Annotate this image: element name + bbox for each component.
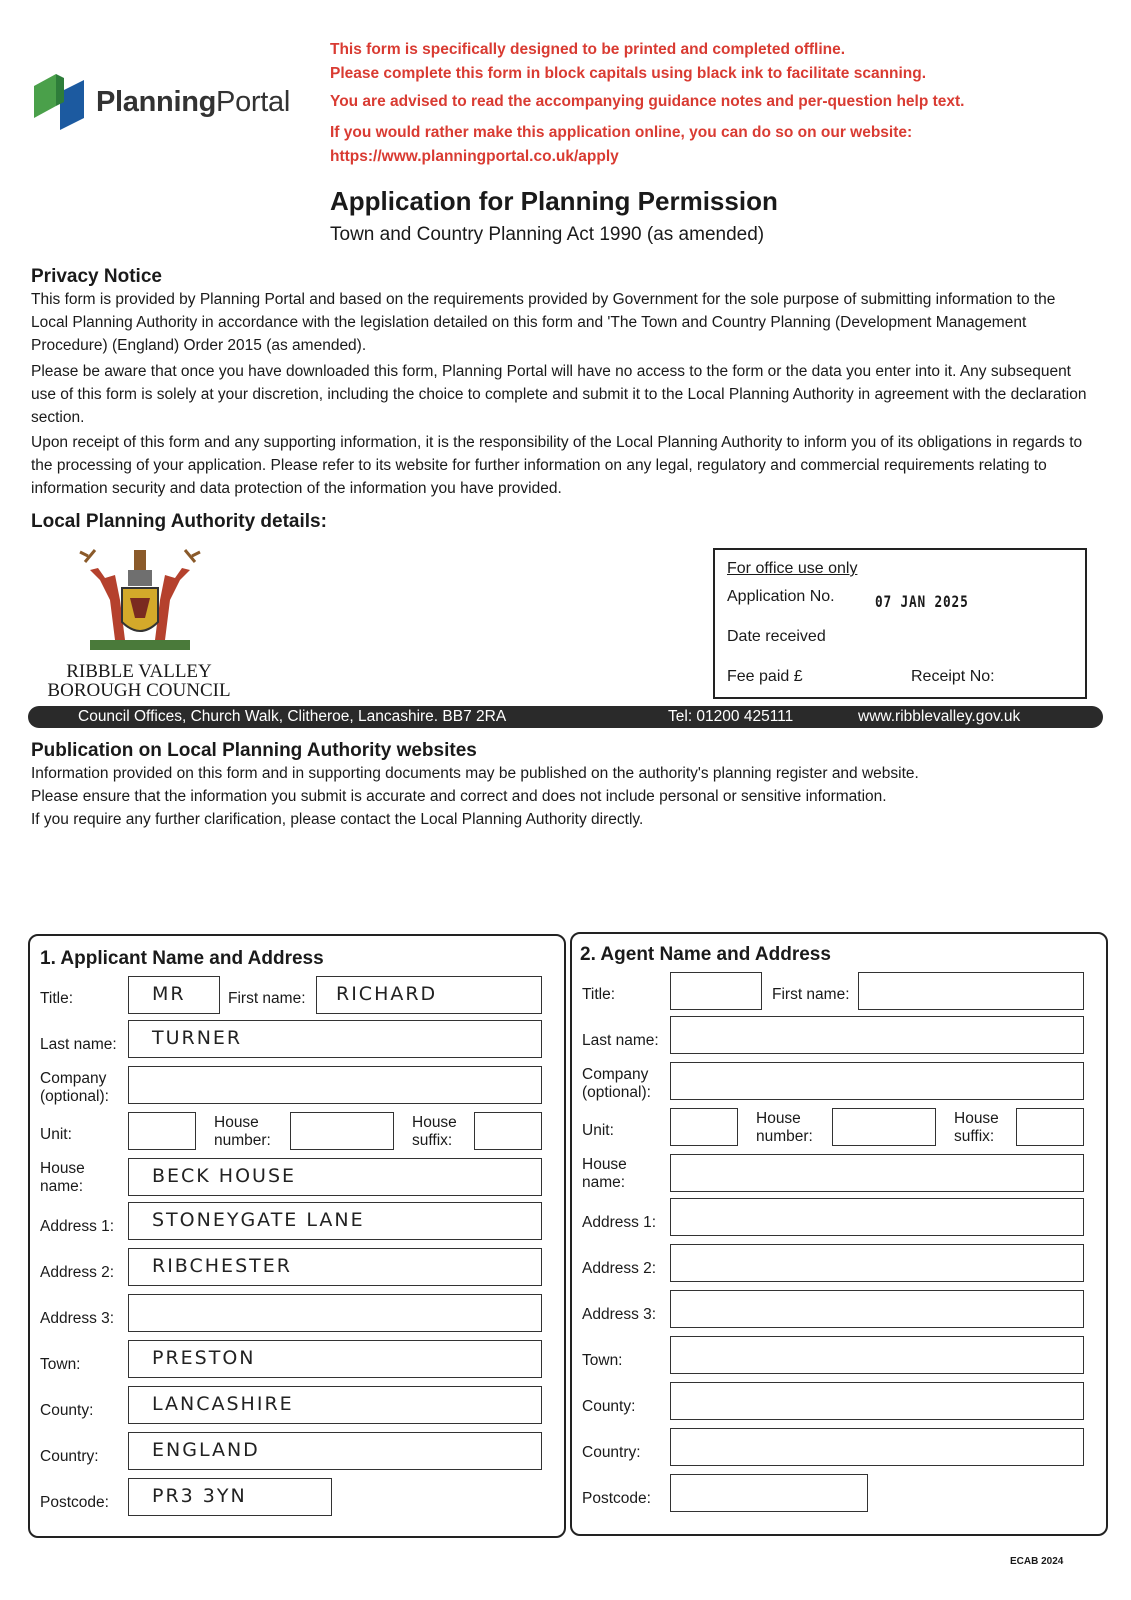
council-address: Council Offices, Church Walk, Clitheroe, Lancashire. BB7 2RA [78, 708, 507, 725]
agent-house-suffix-field[interactable] [1016, 1108, 1084, 1146]
applicant-company-field[interactable] [128, 1066, 542, 1104]
applicant-house-number-field[interactable] [290, 1112, 394, 1150]
postcode-label: Postcode: [40, 1494, 109, 1511]
country-label: Country: [582, 1444, 641, 1461]
town-label: Town: [582, 1352, 623, 1369]
county-label: County: [582, 1398, 636, 1415]
company-label: Company (optional): [40, 1070, 109, 1105]
lpa-heading: Local Planning Authority details: [31, 511, 327, 532]
applicant-town-value: PRESTON [152, 1347, 256, 1369]
planning-portal-logo-icon [30, 72, 90, 138]
first-name-label: First name: [772, 986, 850, 1003]
applicant-house-name-value: BECK HOUSE [152, 1165, 297, 1187]
address3-label: Address 3: [40, 1310, 115, 1327]
house-number-label: House number: [214, 1114, 271, 1149]
applicant-panel [28, 934, 566, 1538]
address3-label: Address 3: [582, 1306, 657, 1323]
agent-unit-field[interactable] [670, 1108, 738, 1146]
applicant-unit-field[interactable] [128, 1112, 196, 1150]
last-name-label: Last name: [582, 1032, 659, 1049]
council-crest-icon [70, 540, 210, 658]
applicant-title-value: MR [152, 983, 186, 1005]
privacy-heading: Privacy Notice [31, 266, 162, 287]
house-number-label: House number: [756, 1110, 813, 1145]
council-name: RIBBLE VALLEY BOROUGH COUNCIL [47, 661, 231, 701]
applicant-heading: 1. Applicant Name and Address [40, 948, 324, 969]
publication-heading: Publication on Local Planning Authority websites [31, 740, 477, 761]
office-use-heading: For office use only [727, 560, 858, 577]
agent-address2-field[interactable] [670, 1244, 1084, 1282]
postcode-label: Postcode: [582, 1490, 651, 1507]
offline-notice: This form is specifically designed to be printed and completed offline. Please complete this form in block capitals using black ink to facilitate scanning. [330, 41, 927, 82]
agent-company-field[interactable] [670, 1062, 1084, 1100]
office-use-box [713, 548, 1087, 699]
house-name-label: House name: [40, 1160, 85, 1195]
address2-label: Address 2: [582, 1260, 657, 1277]
agent-panel [570, 932, 1108, 1536]
address1-label: Address 1: [40, 1218, 115, 1235]
unit-label: Unit: [40, 1126, 72, 1143]
applicant-house-suffix-field[interactable] [474, 1112, 542, 1150]
council-website[interactable]: www.ribblevalley.gov.uk [858, 708, 1021, 725]
applicant-first-name-value: RICHARD [336, 983, 438, 1005]
address1-label: Address 1: [582, 1214, 657, 1231]
form-code: ECAB 2024 [1010, 1556, 1064, 1567]
privacy-paragraph-1: This form is provided by Planning Portal and based on the requirements provided by Government for the sole purpose of submitting information to the Local Planning Authority in accordance with the legislation detailed on this form and 'The Town and Country Planning (Development Management Procedure) (England) Order 2015 (as amended). [31, 291, 1056, 354]
publication-text: Information provided on this form and in supporting documents may be published on the authority's planning register and website. Please ensure that the information you submit is accurate and correct and does not include personal or sensitive information. If you require any further clarification, please contact the Local Planning Authority directly. [31, 765, 919, 828]
agent-country-field[interactable] [670, 1428, 1084, 1466]
county-label: County: [40, 1402, 94, 1419]
privacy-paragraph-3: Upon receipt of this form and any supporting information, it is the responsibility of the Local Planning Authority to inform you of its obligations in regards to the processing of your application. Please refer to its website for further information on any legal, regulatory and commercial requirements relating to information security and data protection of the information you have provided. [31, 434, 1083, 497]
applicant-address3-field[interactable] [128, 1294, 542, 1332]
council-tel: Tel: 01200 425111 [668, 708, 794, 725]
title-label: Title: [40, 990, 74, 1007]
agent-house-number-field[interactable] [832, 1108, 936, 1146]
date-received-label: Date received [727, 628, 826, 645]
agent-postcode-field[interactable] [670, 1474, 868, 1512]
guidance-notice: You are advised to read the accompanying guidance notes and per-question help text. [330, 93, 965, 110]
unit-label: Unit: [582, 1122, 614, 1139]
applicant-last-name-value: TURNER [152, 1027, 243, 1049]
page-title: Application for Planning Permission [330, 186, 778, 216]
page-subtitle: Town and Country Planning Act 1990 (as amended) [330, 224, 765, 245]
online-notice: If you would rather make this application online, you can do so on our website: https://www.planningportal.co.uk/apply [330, 124, 913, 165]
first-name-label: First name: [228, 990, 306, 1007]
town-label: Town: [40, 1356, 81, 1373]
agent-address3-field[interactable] [670, 1290, 1084, 1328]
applicant-address1-value: STONEYGATE LANE [152, 1209, 365, 1231]
council-contact-band [28, 706, 1103, 728]
agent-address1-field[interactable] [670, 1198, 1084, 1236]
privacy-paragraph-2: Please be aware that once you have downloaded this form, Planning Portal will have no access to the form or the data you enter into it. Any subsequent use of this form is solely at your discretion, including the choice to complete and submit it to the Local Planning Authority in agreement with the declaration section. [31, 363, 1087, 426]
agent-heading: 2. Agent Name and Address [580, 944, 831, 965]
agent-first-name-field[interactable] [858, 972, 1084, 1010]
date-stamp: 07 JAN 2025 [875, 592, 969, 611]
planning-portal-logo-text: PlanningPortal [96, 86, 291, 118]
company-label: Company (optional): [582, 1066, 651, 1101]
address2-label: Address 2: [40, 1264, 115, 1281]
agent-last-name-field[interactable] [670, 1016, 1084, 1054]
house-suffix-label: House suffix: [954, 1110, 999, 1145]
applicant-postcode-value: PR3 3YN [152, 1485, 247, 1507]
application-number-label: Application No. [727, 588, 835, 605]
agent-county-field[interactable] [670, 1382, 1084, 1420]
agent-town-field[interactable] [670, 1336, 1084, 1374]
applicant-county-value: LANCASHIRE [152, 1393, 294, 1415]
house-suffix-label: House suffix: [412, 1114, 457, 1149]
applicant-address2-value: RIBCHESTER [152, 1255, 292, 1277]
last-name-label: Last name: [40, 1036, 117, 1053]
fee-paid-label: Fee paid £ [727, 668, 803, 685]
receipt-number-label: Receipt No: [911, 668, 995, 685]
country-label: Country: [40, 1448, 99, 1465]
title-label: Title: [582, 986, 616, 1003]
house-name-label: House name: [582, 1156, 627, 1191]
agent-house-name-field[interactable] [670, 1154, 1084, 1192]
applicant-country-value: ENGLAND [152, 1439, 260, 1461]
agent-title-field[interactable] [670, 972, 762, 1010]
